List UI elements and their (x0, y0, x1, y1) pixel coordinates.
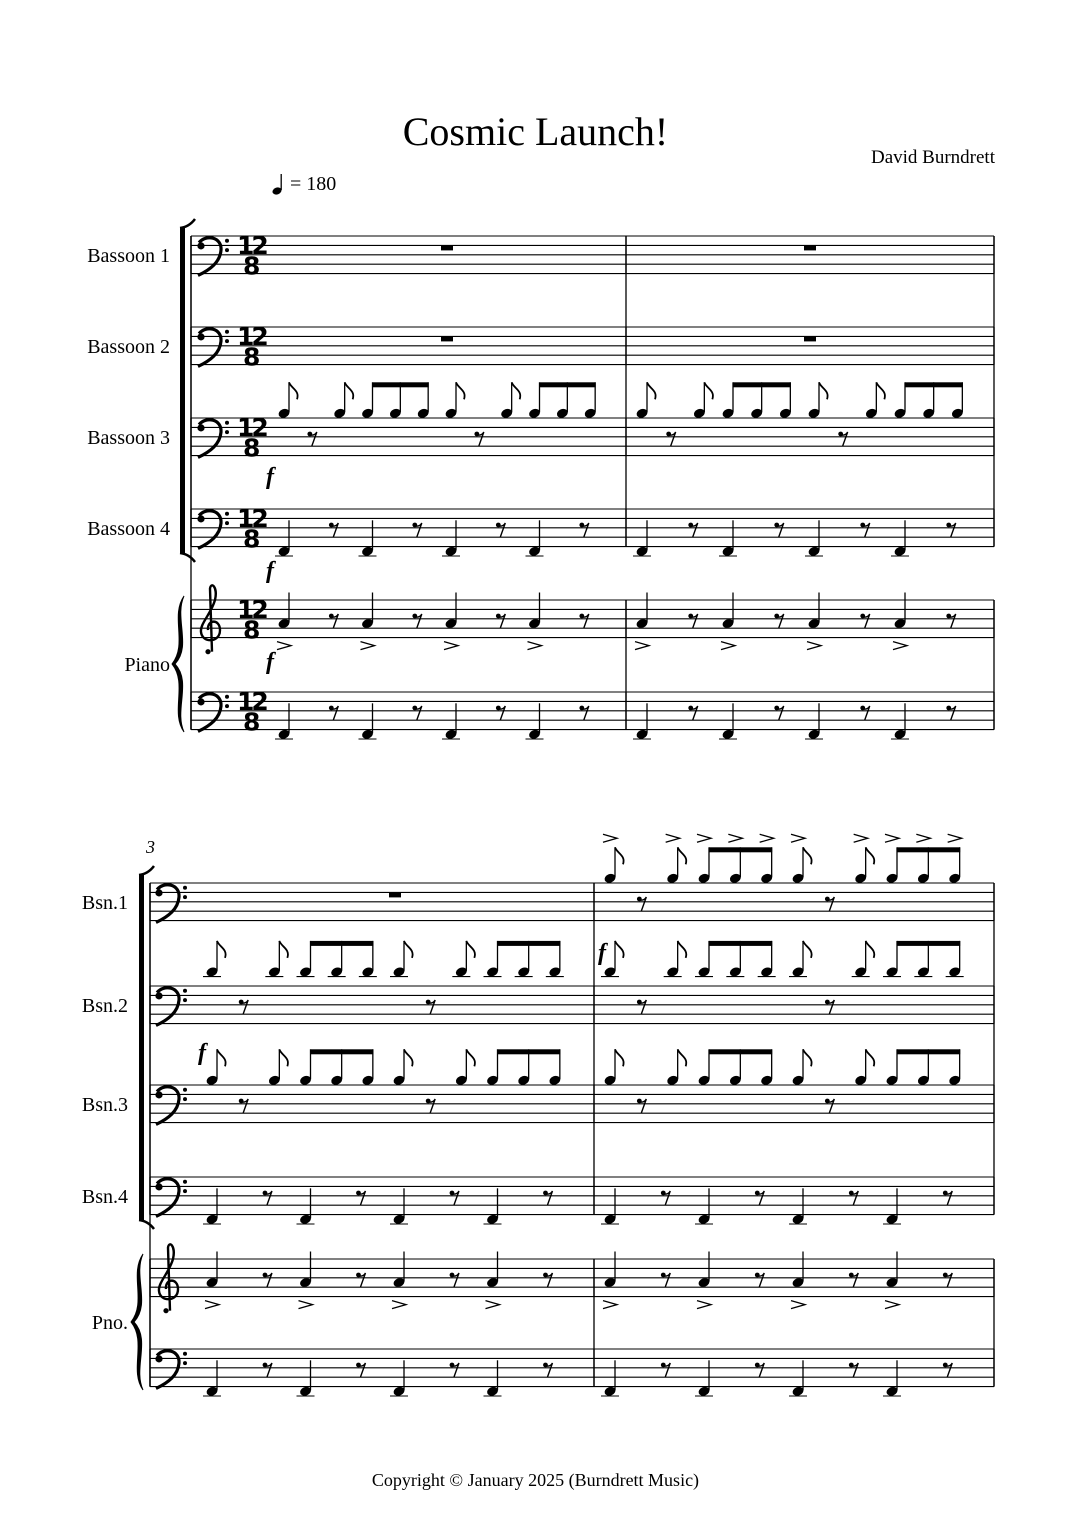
accent-mark (885, 1301, 899, 1309)
time-signature-denominator: 8 (243, 707, 261, 737)
note-beam (905, 382, 963, 387)
accent-mark (948, 834, 962, 842)
accent-mark (666, 834, 680, 842)
bass-clef-icon (197, 694, 229, 732)
whole-rest (389, 892, 401, 897)
eighth-rest (543, 1273, 552, 1287)
staff-bassoon-1 (191, 231, 994, 281)
note-flag (615, 941, 624, 958)
composer-name: David Burndrett (870, 147, 995, 168)
instrument-label: Bsn.3 (81, 1093, 128, 1116)
score-title: Cosmic Launch! (402, 109, 669, 154)
note-flag (466, 941, 475, 958)
instrument-label-piano: Pno. (91, 1312, 128, 1334)
eighth-rest (637, 897, 646, 911)
copyright-notice: Copyright © January 2025 (Burndrett Music) (371, 1470, 700, 1490)
note-beam (709, 847, 772, 852)
dynamic-forte: f (266, 558, 274, 584)
eighth-rest (450, 1191, 459, 1205)
note-flag (279, 1049, 288, 1066)
eighth-rest (356, 1191, 365, 1205)
eighth-rest (943, 1273, 952, 1287)
eighth-rest (543, 1191, 552, 1205)
eighth-rest (307, 432, 316, 446)
accent-mark (807, 642, 821, 650)
time-signature-numerator: 12 (237, 503, 266, 533)
note-flag (678, 941, 687, 958)
eighth-rest (688, 523, 697, 537)
time-signature-numerator: 12 (237, 686, 266, 716)
accent-mark (893, 642, 907, 650)
eighth-rest (860, 706, 869, 720)
accent-mark (444, 642, 458, 650)
accent-mark (791, 834, 805, 842)
instrument-label: Bsn.1 (81, 891, 128, 914)
eighth-rest (666, 432, 675, 446)
note-flag (289, 382, 298, 399)
dynamic-forte: f (266, 464, 274, 490)
accent-mark (603, 834, 617, 842)
staff-bassoon-1 (150, 834, 994, 922)
eighth-rest (579, 523, 588, 537)
eighth-rest (943, 1363, 952, 1377)
note-beam (498, 941, 561, 946)
note-flag (217, 1049, 226, 1066)
eighth-rest (825, 1000, 834, 1014)
note-flag (866, 847, 875, 864)
eighth-rest (688, 614, 697, 628)
instrument-label: Bassoon 1 (87, 244, 170, 267)
note-beam (498, 1049, 561, 1054)
accent-mark (854, 834, 868, 842)
eighth-rest (329, 706, 338, 720)
note-flag (876, 382, 885, 399)
note-flag (819, 382, 828, 399)
accent-mark (791, 1301, 805, 1309)
accent-mark (885, 834, 899, 842)
eighth-rest (661, 1273, 670, 1287)
dynamic-forte: f (198, 1040, 206, 1066)
eighth-rest (849, 1363, 858, 1377)
eighth-rest (412, 614, 421, 628)
note-beam (540, 382, 596, 387)
eighth-rest (946, 523, 955, 537)
note-flag (217, 941, 226, 958)
note-flag (803, 847, 812, 864)
note-beam (709, 941, 772, 946)
eighth-rest (755, 1273, 764, 1287)
note-beam (311, 1049, 374, 1054)
whole-rest (804, 336, 816, 341)
bass-clef-icon (155, 1351, 187, 1389)
note-beam (733, 382, 791, 387)
accent-mark (728, 834, 742, 842)
note-flag (279, 941, 288, 958)
eighth-rest (637, 1000, 646, 1014)
eighth-rest (426, 1000, 435, 1014)
eighth-rest (263, 1191, 272, 1205)
eighth-rest (496, 614, 505, 628)
note-flag (678, 1049, 687, 1066)
eighth-rest (239, 1000, 248, 1014)
eighth-rest (450, 1363, 459, 1377)
note-flag (678, 847, 687, 864)
instrument-label-piano: Piano (124, 654, 170, 676)
eighth-rest (450, 1273, 459, 1287)
bass-clef-icon (155, 1179, 187, 1217)
eighth-rest (543, 1363, 552, 1377)
staff-piano-rh (191, 585, 994, 654)
note-flag (345, 382, 354, 399)
eighth-rest (943, 1191, 952, 1205)
eighth-rest (825, 1099, 834, 1113)
eighth-rest (356, 1363, 365, 1377)
bass-clef-icon (155, 988, 187, 1026)
system-2 (82, 834, 994, 1397)
staff-piano-lh (150, 1349, 994, 1397)
eighth-rest (860, 523, 869, 537)
bass-clef-icon (197, 238, 229, 276)
eighth-rest (329, 523, 338, 537)
eighth-rest (849, 1273, 858, 1287)
eighth-rest (755, 1363, 764, 1377)
accent-mark (299, 1301, 313, 1309)
eighth-rest (774, 614, 783, 628)
eighth-rest (239, 1099, 248, 1113)
treble-clef-icon (201, 585, 220, 654)
staff-bassoon-2 (150, 941, 994, 1026)
time-signature-numerator: 12 (237, 321, 266, 351)
note-flag (803, 941, 812, 958)
bass-clef-icon (197, 511, 229, 549)
eighth-rest (860, 614, 869, 628)
measure-number: 3 (146, 837, 155, 857)
note-flag (615, 1049, 624, 1066)
note-flag (404, 1049, 413, 1066)
accent-mark (760, 834, 774, 842)
eighth-rest (838, 432, 847, 446)
instrument-label: Bassoon 4 (87, 517, 170, 540)
eighth-rest (755, 1191, 764, 1205)
accent-mark (697, 1301, 711, 1309)
eighth-rest (412, 523, 421, 537)
whole-rest (804, 245, 816, 250)
eighth-rest (825, 897, 834, 911)
note-beam (373, 382, 429, 387)
accent-mark (361, 642, 375, 650)
instrument-label: Bassoon 2 (87, 335, 170, 358)
time-signature-denominator: 8 (243, 342, 261, 372)
eighth-rest (661, 1363, 670, 1377)
eighth-rest (579, 614, 588, 628)
staff-piano-rh (150, 1244, 994, 1313)
eighth-rest (849, 1191, 858, 1205)
note-flag (512, 382, 521, 399)
accent-mark (721, 642, 735, 650)
dynamic-forte: f (598, 940, 606, 966)
note-flag (456, 382, 465, 399)
eighth-rest (329, 614, 338, 628)
treble-clef-icon (159, 1244, 178, 1313)
staff-bassoon-3 (191, 382, 994, 462)
note-flag (866, 1049, 875, 1066)
time-signature-numerator: 12 (237, 412, 266, 442)
eighth-rest (263, 1273, 272, 1287)
eighth-rest (426, 1099, 435, 1113)
bass-clef-icon (197, 420, 229, 458)
note-flag (466, 1049, 475, 1066)
eighth-rest (946, 614, 955, 628)
note-beam (709, 1049, 772, 1054)
staff-bassoon-4 (150, 1177, 994, 1225)
note-beam (897, 1049, 960, 1054)
eighth-rest (579, 706, 588, 720)
note-flag (615, 847, 624, 864)
time-signature-denominator: 8 (243, 615, 261, 645)
system-1 (87, 219, 994, 740)
eighth-rest (774, 523, 783, 537)
instrument-label: Bsn.4 (81, 1185, 128, 1208)
piano-brace (131, 1254, 143, 1390)
bassoon-bracket (180, 219, 195, 562)
eighth-rest (661, 1191, 670, 1205)
bass-clef-icon (155, 1087, 187, 1125)
eighth-rest (774, 706, 783, 720)
dynamic-forte: f (266, 649, 274, 675)
accent-mark (486, 1301, 500, 1309)
tempo-bpm: = 180 (290, 172, 337, 195)
accent-mark (635, 642, 649, 650)
note-flag (647, 382, 656, 399)
accent-mark (205, 1301, 219, 1309)
note-beam (897, 941, 960, 946)
staff-bassoon-4 (191, 504, 994, 557)
eighth-rest (688, 706, 697, 720)
instrument-label: Bsn.2 (81, 994, 128, 1017)
eighth-rest (474, 432, 483, 446)
eighth-rest (496, 523, 505, 537)
eighth-rest (496, 706, 505, 720)
bass-clef-icon (155, 885, 187, 923)
time-signature-denominator: 8 (243, 433, 261, 463)
staff-bassoon-2 (191, 322, 994, 372)
note-beam (311, 941, 374, 946)
eighth-rest (412, 706, 421, 720)
accent-mark (603, 1301, 617, 1309)
eighth-rest (946, 706, 955, 720)
note-flag (803, 1049, 812, 1066)
note-beam (897, 847, 960, 852)
bass-clef-icon (197, 329, 229, 367)
accent-mark (277, 642, 291, 650)
note-flag (404, 941, 413, 958)
instrument-label: Bassoon 3 (87, 426, 170, 449)
time-signature-numerator: 12 (237, 594, 266, 624)
time-signature-numerator: 12 (237, 230, 266, 260)
whole-rest (441, 245, 453, 250)
staff-bassoon-3 (150, 1049, 994, 1124)
accent-mark (697, 834, 711, 842)
whole-rest (441, 336, 453, 341)
accent-mark (528, 642, 542, 650)
note-flag (866, 941, 875, 958)
eighth-rest (637, 1099, 646, 1113)
note-flag (704, 382, 713, 399)
accent-mark (392, 1301, 406, 1309)
eighth-rest (263, 1363, 272, 1377)
accent-mark (916, 834, 930, 842)
eighth-rest (356, 1273, 365, 1287)
piano-brace (172, 596, 184, 732)
staff-piano-lh (191, 687, 994, 740)
time-signature-denominator: 8 (243, 251, 261, 281)
time-signature-denominator: 8 (243, 524, 261, 554)
